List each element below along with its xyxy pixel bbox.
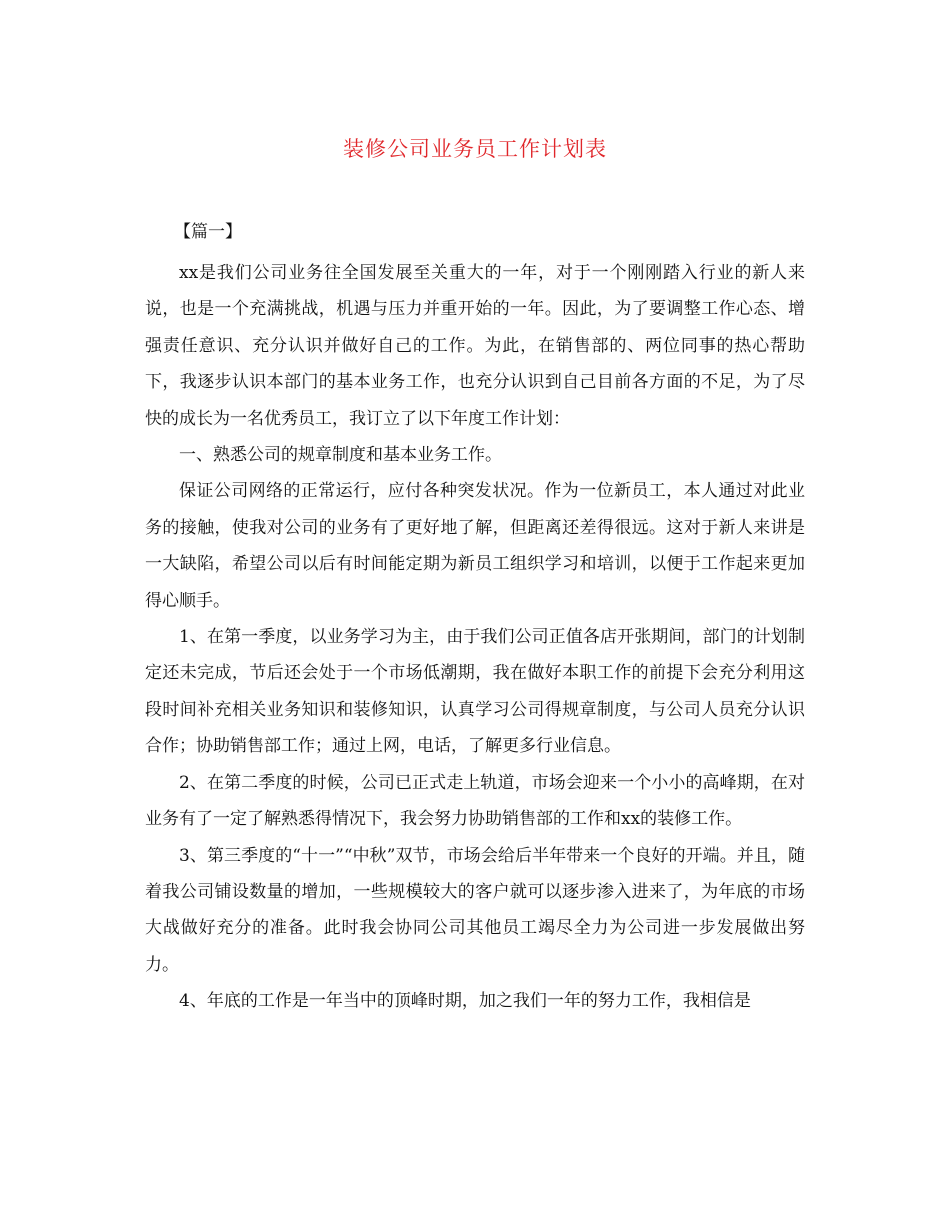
section-label: 【篇一】 bbox=[174, 222, 242, 242]
paragraph-q1: 1、在第一季度，以业务学习为主，由于我们公司正值各店开张期间，部门的计划制定还未完成，节后还会处于一个市场低潮期，我在做好本职工作的前提下会充分利用这段时间补充相关业务知识和装修知识，认真学习公司得规章制度，与公司人员充分认识合作；协助销售部工作；通过上网，电话，了解更多行业信息。 bbox=[145, 627, 805, 757]
paragraph-heading-one: 一、熟悉公司的规章制度和基本业务工作。 bbox=[179, 445, 502, 466]
paragraph-q3: 3、第三季度的“十一”“中秋”双节，市场会给后半年带来一个良好的开端。并且，随着我公司铺设数量的增加，一些规模较大的客户就可以逐步渗入进来了，为年底的市场大战做好充分的准备。此时我会协同公司其他员工竭尽全力为公司进一步发展做出努力。 bbox=[145, 845, 805, 975]
document-body bbox=[145, 255, 805, 1020]
paragraph-intro: xx是我们公司业务往全国发展至关重大的一年，对于一个刚刚踏入行业的新人来说，也是一个充满挑战，机遇与压力并重开始的一年。因此，为了要调整工作心态、增强责任意识、充分认识并做好自己的工作。为此，在销售部的、两位同事的热心帮助下，我逐步认识本部门的基本业务工作，也充分认识到自己目前各方面的不足，为了尽快的成长为一名优秀员工，我订立了以下年度工作计划： bbox=[145, 263, 805, 429]
paragraph-network: 保证公司网络的正常运行，应付各种突发状况。作为一位新员工，本人通过对此业务的接触，使我对公司的业务有了更好地了解，但距离还差得很远。这对于新人来讲是一大缺陷，希望公司以后有时间能定期为新员工组织学习和培训，以便于工作起来更加得心顺手。 bbox=[145, 481, 805, 611]
paragraph-q2: 2、在第二季度的时候，公司已正式走上轨道，市场会迎来一个小小的高峰期，在对业务有了一定了解熟悉得情况下，我会努力协助销售部的工作和xx的装修工作。 bbox=[145, 772, 805, 830]
document-title: 装修公司业务员工作计划表 bbox=[343, 137, 607, 161]
paragraph-year-end: 4、年底的工作是一年当中的顶峰时期，加之我们一年的努力工作，我相信是 bbox=[179, 991, 751, 1012]
